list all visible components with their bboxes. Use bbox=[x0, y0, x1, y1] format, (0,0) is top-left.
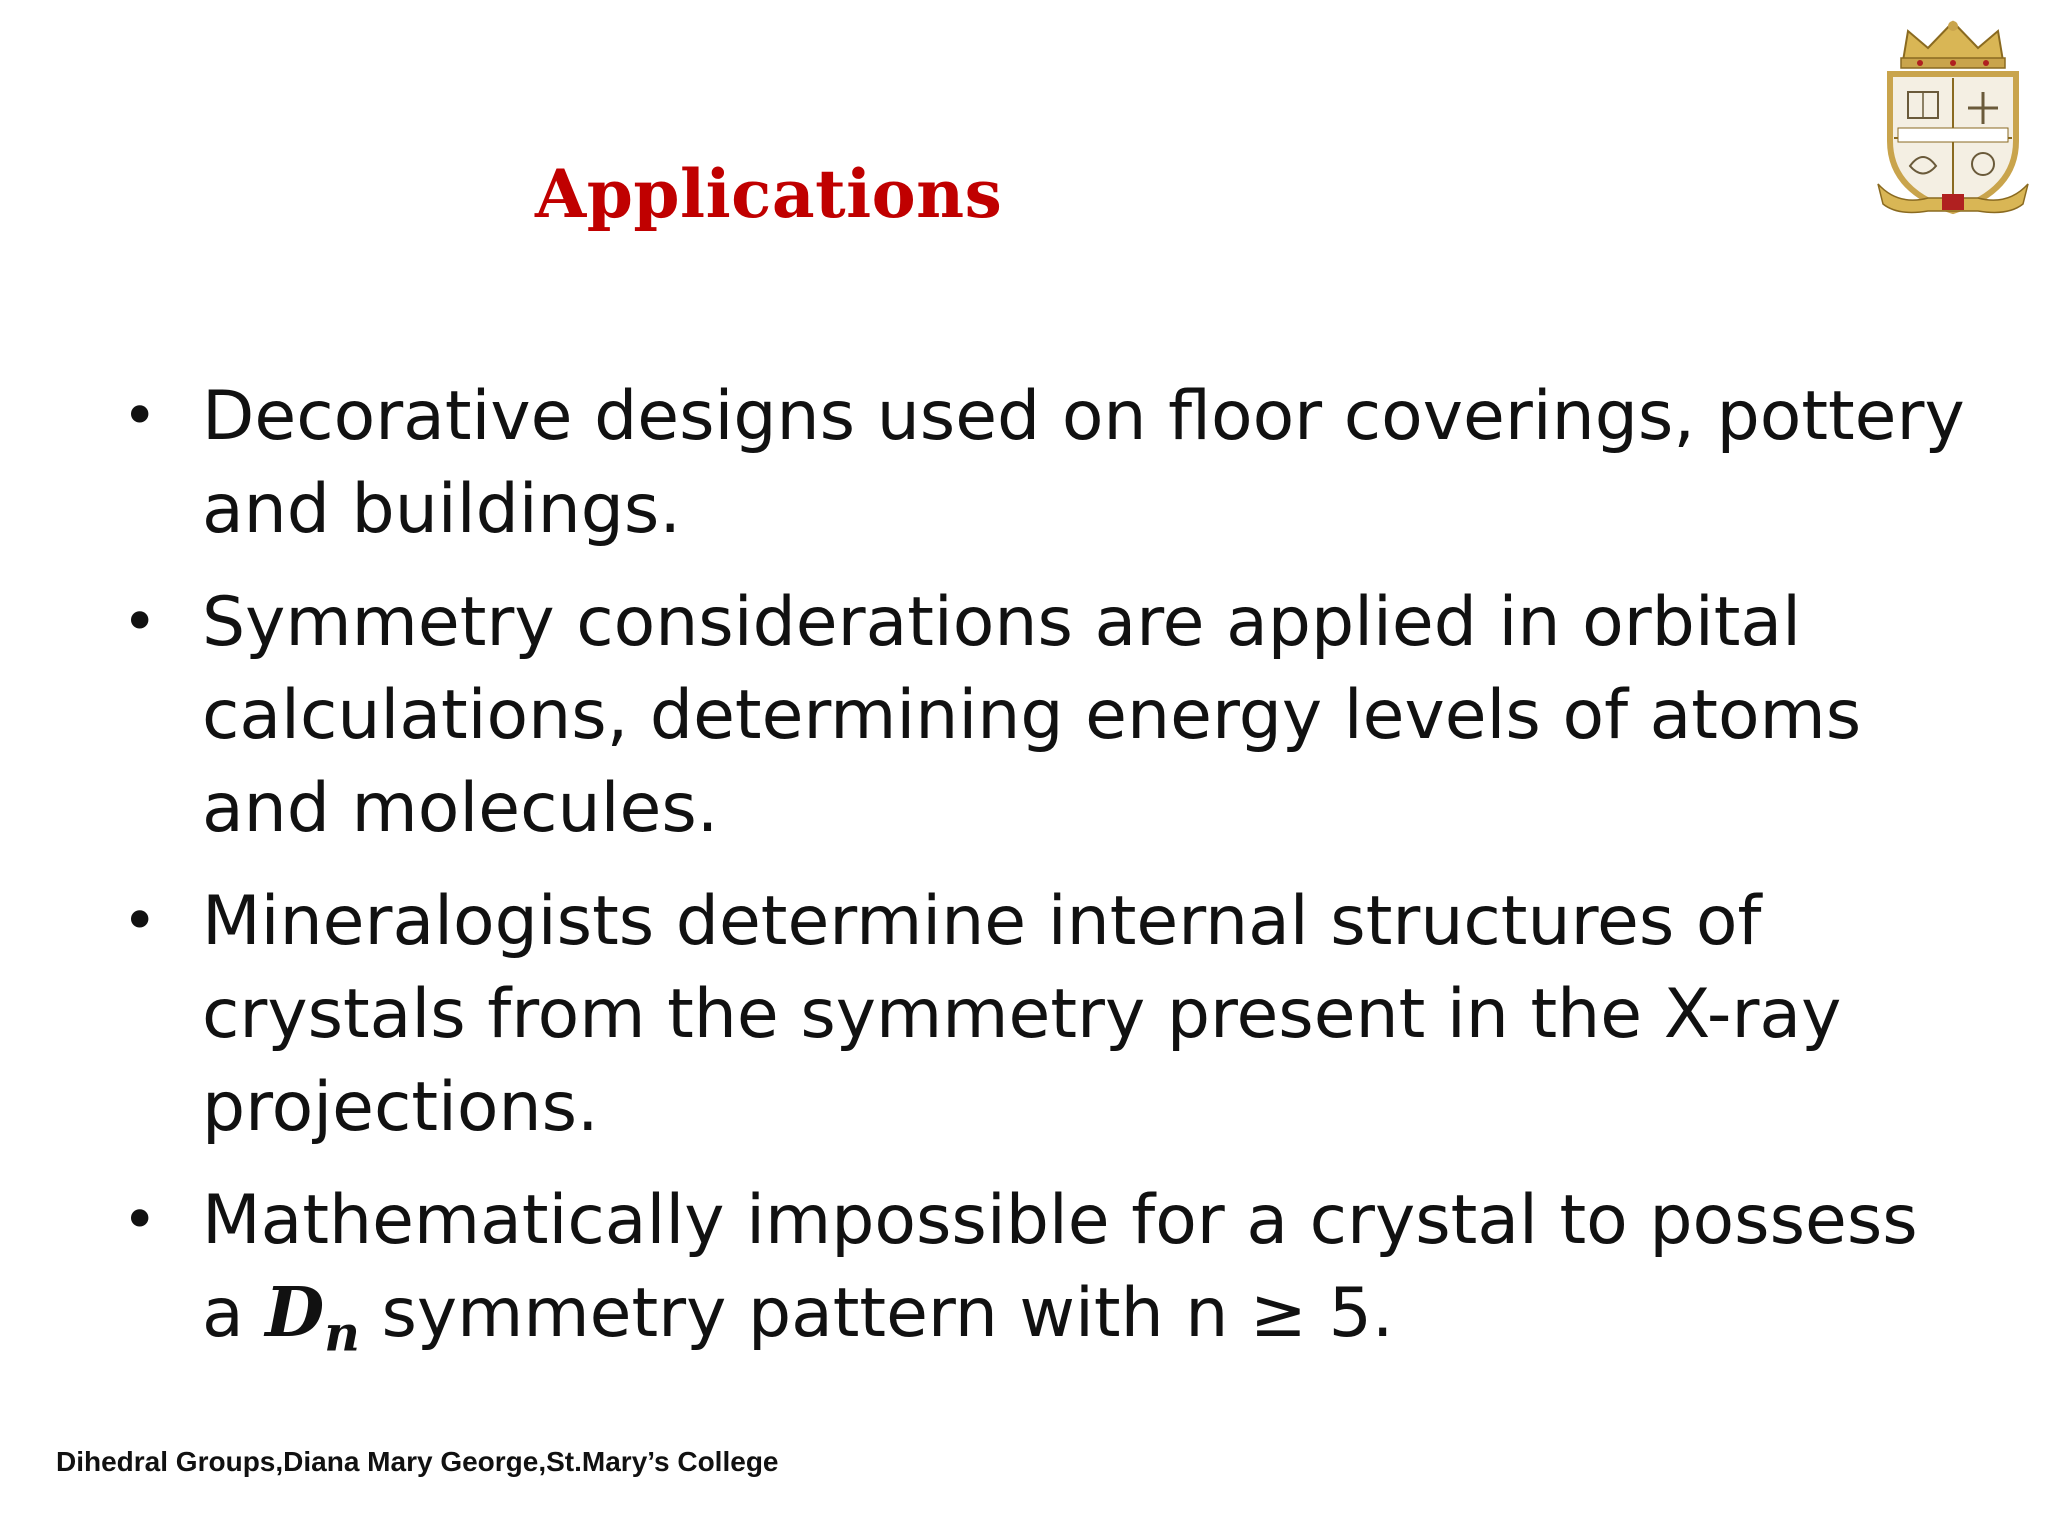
dihedral-symbol bbox=[265, 1273, 360, 1363]
bullet-text: Symmetry considerations are applied in orbital calculations, determining energy levels of atoms and molecules. bbox=[202, 583, 1862, 848]
slide-title: Applications bbox=[535, 155, 1003, 233]
bullet-item bbox=[110, 875, 1970, 1154]
bullet-list bbox=[110, 370, 1970, 1401]
bullet-item bbox=[110, 576, 1970, 855]
bullet-item bbox=[110, 370, 1970, 556]
bullet-text-before-math: Mathematically impossible for a crystal to possess a bbox=[202, 1181, 1918, 1353]
math-subscript: n bbox=[324, 1304, 360, 1363]
college-crest-icon bbox=[1868, 16, 2038, 226]
bullet-item bbox=[110, 1174, 1970, 1381]
bullet-dot-icon: • bbox=[122, 1185, 158, 1255]
bullet-dot-icon: • bbox=[122, 886, 158, 956]
bullet-text: Decorative designs used on floor coverings, pottery and buildings. bbox=[202, 377, 1965, 549]
bullet-text-after-math: symmetry pattern with n ≥ 5. bbox=[359, 1274, 1394, 1353]
bullet-dot-icon: • bbox=[122, 587, 158, 657]
slide-footer: Dihedral Groups,Diana Mary George,St.Mary’s College bbox=[56, 1446, 779, 1477]
bullet-text: Mineralogists determine internal structures of crystals from the symmetry present in the X-ray projections. bbox=[202, 882, 1842, 1147]
bullet-dot-icon: • bbox=[122, 381, 158, 451]
math-symbol: D bbox=[265, 1273, 325, 1353]
